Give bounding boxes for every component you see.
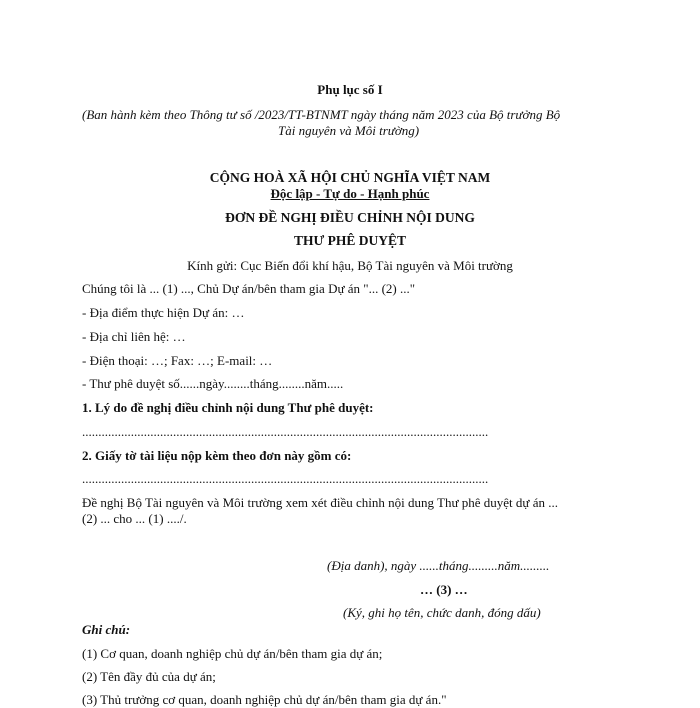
- appendix-title: Phụ lục số I: [317, 82, 383, 97]
- recipient: Kính gửi: Cục Biến đổi khí hậu, Bộ Tài nguyên và Môi trường: [187, 258, 513, 273]
- section1-dotted-line: .............................................................................................................................: [82, 424, 489, 439]
- form-title-line2: THƯ PHÊ DUYỆT: [293, 233, 406, 248]
- signer: … (3) …: [420, 582, 468, 597]
- signer-note: (Ký, ghi họ tên, chức danh, đóng dấu): [343, 605, 541, 620]
- notes-heading: Ghi chú:: [82, 622, 131, 637]
- field-contact-address: - Địa chỉ liên hệ: …: [82, 329, 186, 344]
- motto: [0, 186, 700, 202]
- note-2: (2) Tên đầy đủ của dự án;: [82, 669, 216, 684]
- issued-note-line1: (Ban hành kèm theo Thông tư số /2023/TT-BTNMT ngày tháng năm 2023 của Bộ trưởng Bộ: [82, 107, 561, 122]
- section2-heading: 2. Giấy tờ tài liệu nộp kèm theo đơn này gồm có:: [82, 448, 352, 463]
- place-date: (Địa danh), ngày ......tháng.........năm.........: [327, 558, 550, 573]
- intro-paragraph: Chúng tôi là ... (1) ..., Chủ Dự án/bên tham gia Dự án "... (2) ...": [82, 281, 416, 296]
- request-line1: Đề nghị Bộ Tài nguyên và Môi trường xem xét điều chỉnh nội dung Thư phê duyệt dự án ...: [82, 495, 558, 510]
- request-line2: (2) ... cho ... (1) ..../.: [82, 511, 187, 526]
- form-title-line1: ĐƠN ĐỀ NGHỊ ĐIỀU CHỈNH NỘI DUNG: [225, 210, 475, 225]
- issued-note-line2: Tài nguyên và Môi trường): [278, 123, 420, 138]
- section1-heading: 1. Lý do đề nghị điều chỉnh nội dung Thư phê duyệt:: [82, 400, 374, 415]
- nation-heading: CỘNG HOÀ XÃ HỘI CHỦ NGHĨA VIỆT NAM: [209, 170, 491, 185]
- note-3: (3) Thủ trưởng cơ quan, doanh nghiệp chủ dự án/bên tham gia dự án.": [82, 692, 447, 707]
- section2-dotted-line: .............................................................................................................................: [82, 471, 489, 486]
- note-1: (1) Cơ quan, doanh nghiệp chủ dự án/bên tham gia dự án;: [82, 646, 383, 661]
- field-approval-letter: - Thư phê duyệt số......ngày........tháng........năm.....: [82, 376, 344, 391]
- field-phone-fax-email: - Điện thoại: …; Fax: …; E-mail: …: [82, 353, 273, 368]
- field-project-location: - Địa điểm thực hiện Dự án: …: [82, 305, 245, 320]
- motto-text: Độc lập - Tự do - Hạnh phúc: [270, 186, 430, 201]
